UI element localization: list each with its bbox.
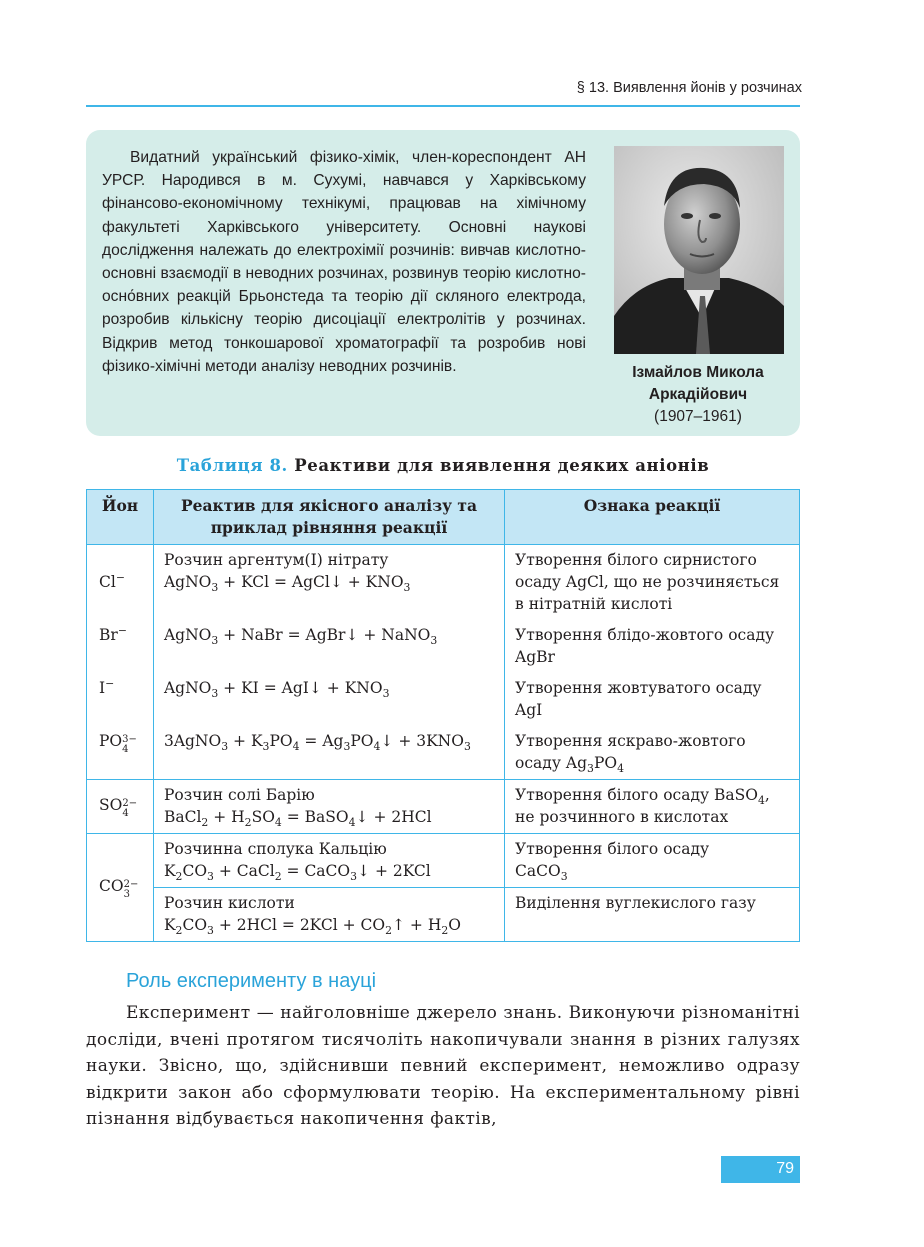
sign-cell: Утворення блідо-жовтого осаду AgBr [505, 620, 800, 673]
ion-cell: I− [87, 673, 154, 726]
column-header-sign: Ознака реакції [505, 490, 800, 545]
table-row [87, 834, 800, 888]
reagent-cell [153, 888, 504, 942]
reagent-cell [153, 780, 504, 834]
table-title [86, 456, 800, 475]
table-row [87, 726, 800, 780]
sign-cell: Утворення яскраво-жовтого осаду $Ag_3PO_4$ [505, 726, 800, 780]
table-label: Таблиця 8. [176, 456, 288, 475]
table-row [87, 673, 800, 726]
scientist-name-first-line: Ізмайлов Микола [632, 364, 764, 381]
running-header: § 13. Виявлення йонів у розчинах [576, 80, 802, 96]
table-row [87, 545, 800, 621]
reaction-equation: $K_2CO_3 + 2HCl = 2KCl$ + $CO_2↑ + H_2O$ [163, 916, 461, 937]
reaction-equation: AgNO$_3$ + KI = AgI↓ + $KNO_3$ [163, 679, 390, 700]
ion-cell: CO 2− 3 [87, 834, 154, 942]
reagent-cell [153, 620, 504, 673]
portrait-photo [614, 146, 784, 354]
biography-text [102, 146, 586, 378]
sign-cell: Утворення білого сирнистого осаду AgCl, що не розчиняється в нітратній кислоті [505, 545, 800, 621]
sign-cell: Утворення білого осаду CaCO$_3$ [505, 834, 800, 888]
table-row [87, 620, 800, 673]
reaction-equation: AgNO$_3$ + KCl = AgCl↓ + $KNO_3$ [163, 573, 411, 594]
table-caption: Реактиви для виявлення деяких аніонів [294, 456, 710, 475]
page-number-badge [721, 1156, 800, 1183]
reagents-table [86, 489, 800, 942]
sign-cell: Утворення жовтуватого осаду AgI [505, 673, 800, 726]
reaction-equation: BaCl$_2$ + $H_2SO_4$ = BaSO$_4$↓ + 2HCl [163, 808, 432, 829]
reagent-name: Розчинна сполука Кальцію [163, 840, 387, 858]
sign-cell: Виділення вуглекислого газу [505, 888, 800, 942]
reagent-cell [153, 673, 504, 726]
ion-cell: Br− [87, 620, 154, 673]
scientist-years: (1907–1961) [654, 408, 742, 425]
reagent-cell [153, 545, 504, 621]
reaction-equation: 3AgNO$_3$ + $K_3PO_4$ = $Ag_3PO_4↓ + 3KNO_3$ [163, 732, 471, 753]
column-header-reagent: Реактив для якісного аналізу та приклад рівняння реакції [153, 490, 504, 545]
reaction-equation: $K_2CO_3$ + CaCl$_2$ = CaCO$_3$↓ + 2KCl [163, 862, 431, 883]
table-row [87, 888, 800, 942]
page-number: 79 [776, 1160, 794, 1177]
table-header-row [87, 490, 800, 545]
reagent-name: Розчин кислоти [163, 894, 295, 912]
table-row [87, 780, 800, 834]
reagent-cell [153, 726, 504, 780]
ion-cell: SO 2− 4 [87, 780, 154, 834]
ion-cell: Cl− [87, 545, 154, 621]
reagent-name: Розчин аргентум(I) нітрату [163, 551, 389, 569]
section-heading: Роль експерименту в науці [126, 970, 377, 992]
column-header-ion: Йон [87, 490, 154, 545]
ion-cell: PO 3− 4 [87, 726, 154, 780]
portrait-caption [600, 362, 796, 428]
body-paragraph: Експеримент — найголовніше джерело знань. Виконуючи різноманітні досліди, вчені протягом тисячоліть накопичували знання в різних галузях науки. Звісно, що, здійснивши певний експеримент, неможливо одразу відкрити закон або сформулювати теорію. На експериментальному рівні пізнання відбувається накопичення фактів, [86, 1003, 800, 1129]
sign-cell: Утворення білого осаду BaSO$_4$, не розчинного в кислотах [505, 780, 800, 834]
header-divider [86, 105, 800, 107]
reagent-cell [153, 834, 504, 888]
scientist-name-second-line: Аркадійович [648, 386, 748, 403]
biography-paragraph: Видатний український фізико-хімік, член-кореспондент АН УРСР. Народився в м. Сухумі, навчався у Харківському фінансово-економічному технікумі, працював на хімічному факультеті Харківського університету. Основні наукові дослідження належать до електрохімії розчинів: вивчав кислотно-основні взаємодії в неводних розчинах, розвинув теорію кислотно-осно́вних реакцій Брьонстеда та теорію дії скляного електрода, розробив кількісну теорію дисоціації електролітів у розчинах. Відкрив метод тонкошарової хроматографії та розробив нові фізико-хімічні методи аналізу неводних розчинів. [102, 149, 586, 375]
reagent-name: Розчин солі Барію [163, 786, 315, 804]
reaction-equation: AgNO$_3$ + NaBr = AgBr↓ + NaNO$_3$ [163, 626, 438, 647]
section-body [86, 1000, 800, 1133]
